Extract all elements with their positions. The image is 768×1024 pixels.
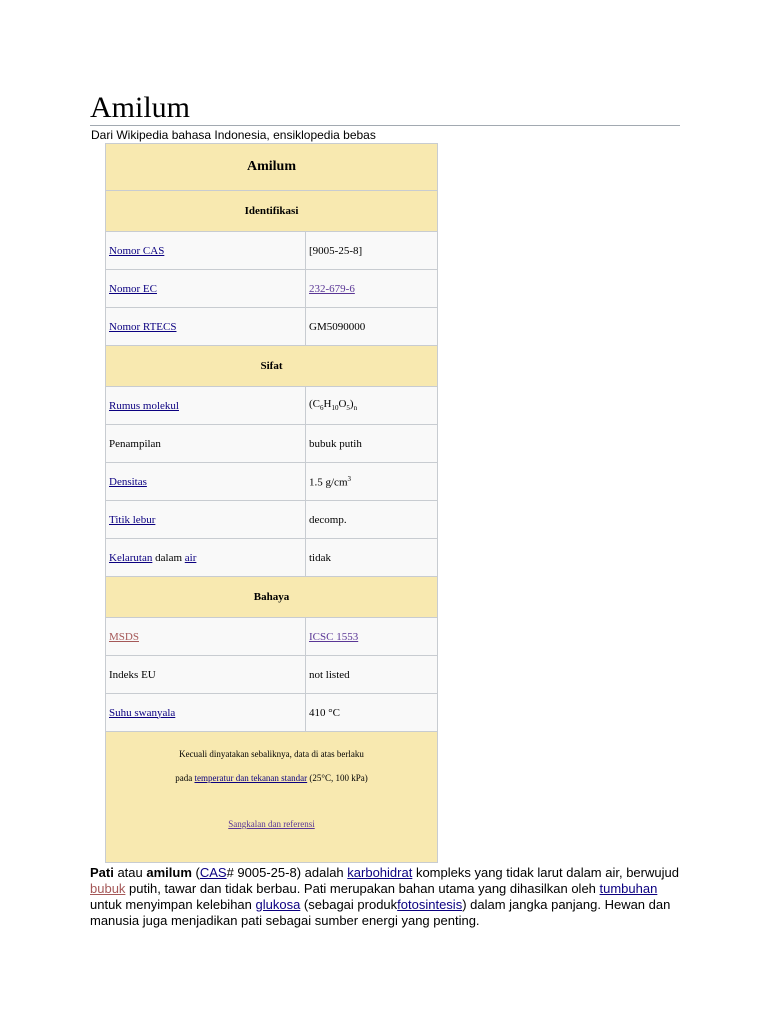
infobox-row-penampilan <box>106 425 438 463</box>
nomor-cas-value: [9005-25-8] <box>306 232 438 270</box>
kelarutan-link[interactable]: Kelarutan <box>109 551 153 564</box>
nomor-rtecs-value: GM5090000 <box>306 308 438 346</box>
indeks-eu-label: Indeks EU <box>106 656 306 694</box>
infobox-row-titik-lebur <box>106 501 438 539</box>
standard-conditions-link[interactable]: temperatur dan tekanan standar <box>194 773 308 783</box>
penampilan-value: bubuk putih <box>306 425 438 463</box>
infobox-row-kelarutan <box>106 539 438 577</box>
titik-lebur-value: decomp. <box>306 501 438 539</box>
infobox-row-msds <box>106 618 438 656</box>
infobox-row-nomor-rtecs <box>106 308 438 346</box>
infobox-row-nomor-ec <box>106 270 438 308</box>
nomor-cas-link[interactable]: Nomor CAS <box>109 244 165 257</box>
bold-pati: Pati <box>90 865 114 880</box>
chembox-infobox <box>105 143 438 863</box>
titik-lebur-link[interactable]: Titik lebur <box>109 513 156 526</box>
penampilan-label: Penampilan <box>106 425 306 463</box>
indeks-eu-value: not listed <box>306 656 438 694</box>
air-link[interactable]: air <box>184 551 197 564</box>
nomor-ec-link[interactable]: Nomor EC <box>109 282 157 295</box>
tumbuhan-link[interactable]: tumbuhan <box>599 881 658 896</box>
infobox-row-suhu-swanyala <box>106 694 438 732</box>
disclaimer-references-link[interactable]: Sangkalan dan referensi <box>228 819 315 829</box>
molecular-formula-value: $(C_6H_{10}O_5)_n$ <box>306 387 438 425</box>
title-divider <box>90 125 680 126</box>
lead-paragraph: Pati atau amilum (CAS# 9005-25-8) adalah karbohidrat kompleks yang tidak larut dalam air, berwujud bubuk putih, tawar dan tidak berbau. Pati merupakan bahan utama yang dihasilkan oleh tumbuhan untuk menyimpan kelebihan glukosa (sebagai produkfotosintesis) dalam jangka panjang. Hewan dan manusia juga menjadikan pati sebagai sumber energi yang penting. <box>90 865 679 928</box>
fotosintesis-link[interactable]: fotosintesis <box>397 897 463 912</box>
footer-note-line1: Kecuali dinyatakan sebaliknya, data di atas berlaku <box>179 749 364 759</box>
infobox-row-rumus-molekul <box>106 387 438 425</box>
section-sifat: Sifat <box>106 346 438 387</box>
infobox-row-nomor-cas <box>106 232 438 270</box>
kelarutan-mid-text: dalam <box>152 551 185 564</box>
cas-link[interactable]: CAS <box>199 865 227 880</box>
kelarutan-value: tidak <box>306 539 438 577</box>
icsc-link[interactable]: ICSC 1553 <box>309 630 359 643</box>
glukosa-link[interactable]: glukosa <box>255 897 301 912</box>
footer-note-line2: pada temperatur dan tekanan standar (25°C, 100 kPa) <box>175 773 368 783</box>
msds-link[interactable]: MSDS <box>109 630 139 643</box>
karbohidrat-link[interactable]: karbohidrat <box>347 865 413 880</box>
nomor-rtecs-link[interactable]: Nomor RTECS <box>109 320 177 333</box>
page-title: Amilum <box>90 91 191 124</box>
infobox-footer <box>106 732 438 863</box>
bold-amilum: amilum <box>146 865 192 880</box>
rumus-molekul-link[interactable]: Rumus molekul <box>109 399 179 412</box>
suhu-swanyala-link[interactable]: Suhu swanyala <box>109 706 176 719</box>
section-identifikasi: Identifikasi <box>106 191 438 232</box>
bubuk-link[interactable]: bubuk <box>90 881 126 896</box>
infobox-row-indeks-eu <box>106 656 438 694</box>
ec-number-link[interactable]: 232-679-6 <box>309 282 355 295</box>
densitas-value: 1.5 $g/cm^3$ <box>306 463 438 501</box>
infobox-row-densitas <box>106 463 438 501</box>
suhu-swanyala-value: 410 °C <box>306 694 438 732</box>
infobox-caption: Amilum <box>106 144 438 191</box>
section-bahaya: Bahaya <box>106 577 438 618</box>
densitas-link[interactable]: Densitas <box>109 475 147 488</box>
site-tagline: Dari Wikipedia bahasa Indonesia, ensiklopedia bebas <box>91 128 376 142</box>
